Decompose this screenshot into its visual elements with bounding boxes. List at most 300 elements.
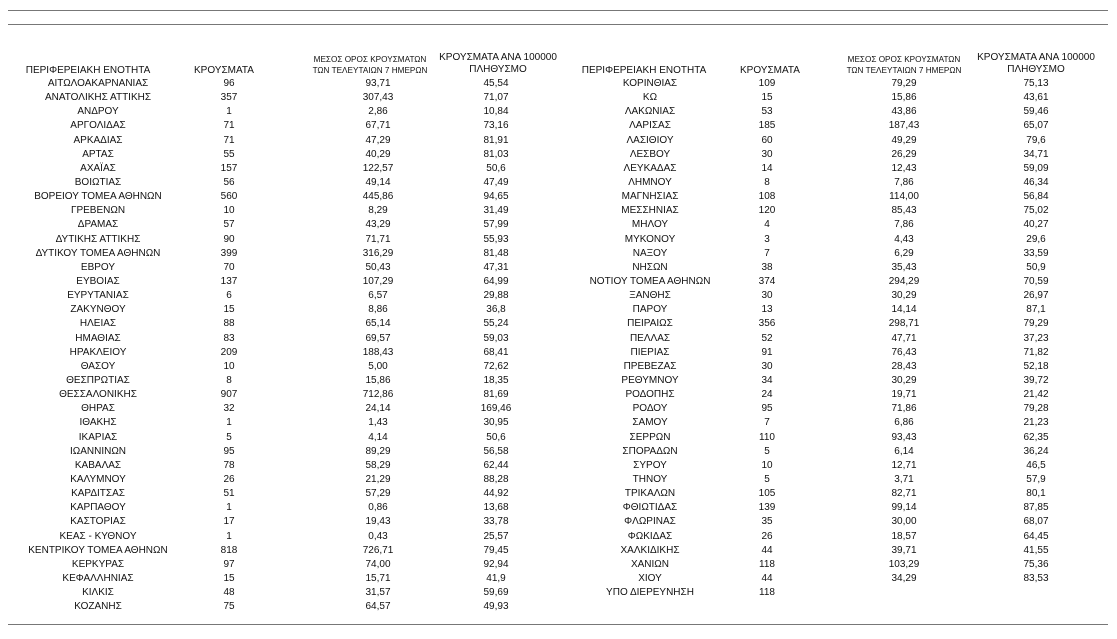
cases-cell: 120 xyxy=(758,205,776,217)
region-cell: ΘΑΣΟΥ xyxy=(80,360,116,372)
region-cell: ΚΑΣΤΟΡΙΑΣ xyxy=(70,516,126,528)
avg7-cell: 93,43 xyxy=(891,431,917,443)
region-cell: ΑΝΑΤΟΛΙΚΗΣ ΑΤΤΙΚΗΣ xyxy=(44,92,152,104)
avg7-cell: 19,43 xyxy=(365,516,391,528)
header-avg7 xyxy=(834,54,974,76)
region-cell: ΚΕΑΣ - ΚΥΘΝΟΥ xyxy=(59,530,137,542)
cases-cell: 17 xyxy=(223,516,235,528)
region-cell: ΣΠΟΡΑΔΩΝ xyxy=(622,445,678,457)
top-rule xyxy=(8,10,1108,11)
cases-cell: 75 xyxy=(223,601,235,613)
region-cell: ΣΕΡΡΩΝ xyxy=(629,431,671,443)
cases-cell: 10 xyxy=(761,459,773,471)
cases-cell: 60 xyxy=(761,134,773,146)
per100k-cell: 72,62 xyxy=(483,360,509,372)
per100k-cell: 68,41 xyxy=(483,346,509,358)
avg7-cell: 57,29 xyxy=(365,488,391,500)
cases-cell: 5 xyxy=(764,473,770,485)
avg7-cell: 8,29 xyxy=(368,205,388,217)
region-cell: ΓΡΕΒΕΝΩΝ xyxy=(70,205,126,217)
avg7-cell: 107,29 xyxy=(362,275,394,287)
per100k-cell: 30,95 xyxy=(483,417,509,429)
cases-cell: 38 xyxy=(761,261,773,273)
region-cell: ΣΥΡΟΥ xyxy=(633,459,667,471)
cases-cell: 30 xyxy=(761,148,773,160)
region-cell: ΑΡΤΑΣ xyxy=(82,148,114,160)
region-cell: ΚΑΒΑΛΑΣ xyxy=(74,459,122,471)
per100k-cell: 55,24 xyxy=(483,318,509,330)
region-cell: ΠΙΕΡΙΑΣ xyxy=(630,346,670,358)
header-cases: ΚΡΟΥΣΜΑΤΑ xyxy=(194,65,254,76)
cases-cell: 108 xyxy=(758,191,776,203)
bottom-rule xyxy=(8,624,1108,625)
region-cell: ΚΕΡΚΥΡΑΣ xyxy=(71,558,125,570)
avg7-cell: 14,14 xyxy=(891,304,917,316)
region-cell: ΝΟΤΙΟΥ ΤΟΜΕΑ ΑΘΗΝΩΝ xyxy=(589,275,711,287)
per100k-cell: 81,91 xyxy=(483,134,509,146)
per100k-cell: 18,35 xyxy=(483,374,509,386)
cases-cell: 7 xyxy=(764,247,770,259)
avg7-cell: 1,43 xyxy=(368,417,388,429)
region-cell: ΛΕΥΚΑΔΑΣ xyxy=(623,162,677,174)
header-per100k-line1: ΚΡΟΥΣΜΑΤΑ ΑΝΑ 100000 xyxy=(977,52,1095,63)
avg7-cell: 7,86 xyxy=(894,176,914,188)
region-cell: ΛΕΣΒΟΥ xyxy=(629,148,671,160)
avg7-cell: 99,14 xyxy=(891,502,917,514)
header-per100k-line2: ΠΛΗΘΥΣΜΟ xyxy=(1007,64,1065,75)
cases-cell: 44 xyxy=(761,572,773,584)
region-cell: ΒΟΡΕΙΟΥ ΤΟΜΕΑ ΑΘΗΝΩΝ xyxy=(34,191,162,203)
avg7-cell: 49,14 xyxy=(365,176,391,188)
per100k-cell: 87,1 xyxy=(1026,304,1046,316)
cases-cell: 26 xyxy=(761,530,773,542)
avg7-cell: 15,86 xyxy=(891,92,917,104)
cases-cell: 399 xyxy=(220,247,238,259)
cases-cell: 95 xyxy=(761,403,773,415)
region-cell: ΠΕΙΡΑΙΩΣ xyxy=(627,318,673,330)
region-cell: ΜΗΛΟΥ xyxy=(631,219,669,231)
avg7-cell: 12,71 xyxy=(891,459,917,471)
avg7-cell: 79,29 xyxy=(891,78,917,89)
avg7-cell: 74,00 xyxy=(365,558,391,570)
cases-cell: 1 xyxy=(226,530,232,542)
cases-cell: 44 xyxy=(761,544,773,556)
per100k-cell: 57,99 xyxy=(483,219,509,231)
cases-cell: 56 xyxy=(223,176,235,188)
region-cell: ΕΥΒΟΙΑΣ xyxy=(76,275,120,287)
per100k-cell: 29,6 xyxy=(1026,233,1046,245)
avg7-cell: 30,00 xyxy=(891,516,917,528)
region-cell: ΞΑΝΘΗΣ xyxy=(629,290,671,302)
cases-cell: 356 xyxy=(758,318,776,330)
per100k-cell: 79,28 xyxy=(1023,403,1049,415)
per100k-cell: 34,71 xyxy=(1023,148,1049,160)
region-cell: ΗΡΑΚΛΕΙΟΥ xyxy=(69,346,127,358)
avg7-cell: 67,71 xyxy=(365,120,391,132)
region-cell: ΠΡΕΒΕΖΑΣ xyxy=(623,360,677,372)
per100k-cell: 79,29 xyxy=(1023,318,1049,330)
region-cell: ΧΙΟΥ xyxy=(638,572,662,584)
region-cell: ΙΚΑΡΙΑΣ xyxy=(78,431,118,443)
region-cell: ΠΑΡΟΥ xyxy=(632,304,668,316)
region-cell: ΔΥΤΙΚΗΣ ΑΤΤΙΚΗΣ xyxy=(55,233,141,245)
avg7-cell: 65,14 xyxy=(365,318,391,330)
avg7-cell: 445,86 xyxy=(362,191,394,203)
avg7-cell: 5,00 xyxy=(368,360,388,372)
avg7-cell: 307,43 xyxy=(362,92,394,104)
avg7-cell: 58,29 xyxy=(365,459,391,471)
region-cell: ΕΒΡΟΥ xyxy=(80,261,116,273)
per100k-cell: 43,61 xyxy=(1023,92,1049,104)
avg7-cell: 6,57 xyxy=(368,290,388,302)
per100k-cell: 13,68 xyxy=(483,502,509,514)
avg7-cell: 712,86 xyxy=(362,389,394,401)
cases-cell: 5 xyxy=(764,445,770,457)
cases-cell: 35 xyxy=(761,516,773,528)
region-cell: ΚΩ xyxy=(642,92,658,104)
region-cell: ΕΥΡΥΤΑΝΙΑΣ xyxy=(67,290,129,302)
avg7-cell: 316,29 xyxy=(362,247,394,259)
cases-cell: 5 xyxy=(226,431,232,443)
per100k-cell: 41,55 xyxy=(1023,544,1049,556)
per100k-cell: 57,9 xyxy=(1026,473,1046,485)
per100k-cell: 88,28 xyxy=(483,473,509,485)
per100k-cell: 81,69 xyxy=(483,389,509,401)
cases-cell: 97 xyxy=(223,558,235,570)
region-cell: ΑΡΓΟΛΙΔΑΣ xyxy=(70,120,126,132)
cases-cell: 52 xyxy=(761,332,773,344)
cases-cell: 90 xyxy=(223,233,235,245)
per100k-cell: 80,1 xyxy=(1026,488,1046,500)
cases-cell: 10 xyxy=(223,360,235,372)
header-avg7-line2: ΤΩΝ ΤΕΛΕΥΤΑΙΩΝ 7 ΗΜΕΡΩΝ xyxy=(846,66,962,75)
per100k-cell: 47,49 xyxy=(483,176,509,188)
region-cell: ΦΛΩΡΙΝΑΣ xyxy=(624,516,676,528)
cases-cell: 13 xyxy=(761,304,773,316)
cases-cell: 78 xyxy=(223,459,235,471)
region-cell: ΛΑΡΙΣΑΣ xyxy=(629,120,671,132)
cases-cell: 91 xyxy=(761,346,773,358)
avg7-cell: 89,29 xyxy=(365,445,391,457)
cases-cell: 110 xyxy=(759,431,775,443)
avg7-cell: 0,43 xyxy=(368,530,388,542)
per100k-cell: 37,23 xyxy=(1023,332,1049,344)
header-cases: ΚΡΟΥΣΜΑΤΑ xyxy=(740,65,800,76)
region-cell: ΔΥΤΙΚΟΥ ΤΟΜΕΑ ΑΘΗΝΩΝ xyxy=(35,247,161,259)
header-avg7-line1: ΜΕΣΟΣ ΟΡΟΣ ΚΡΟΥΣΜΑΤΩΝ xyxy=(847,55,961,64)
avg7-cell: 0,86 xyxy=(368,502,388,514)
per100k-cell: 83,53 xyxy=(1023,572,1049,584)
avg7-cell: 21,29 xyxy=(365,473,391,485)
region-cell: ΠΕΛΛΑΣ xyxy=(629,332,671,344)
avg7-cell: 726,71 xyxy=(362,544,394,556)
region-cell: ΝΑΞΟΥ xyxy=(632,247,668,259)
per100k-cell: 21,23 xyxy=(1023,417,1049,429)
region-cell: ΗΜΑΘΙΑΣ xyxy=(75,332,121,344)
per100k-cell: 65,07 xyxy=(1023,120,1049,132)
cases-cell: 139 xyxy=(758,502,776,514)
header-per100k-line1: ΚΡΟΥΣΜΑΤΑ ΑΝΑ 100000 xyxy=(439,52,557,63)
cases-cell: 109 xyxy=(758,78,776,89)
cases-cell: 83 xyxy=(223,332,235,344)
region-cell: ΝΗΣΩΝ xyxy=(632,261,668,273)
per100k-cell: 50,6 xyxy=(486,431,506,443)
region-cell: ΛΗΜΝΟΥ xyxy=(628,176,672,188)
per100k-cell: 36,24 xyxy=(1023,445,1049,457)
avg7-cell: 30,29 xyxy=(891,290,917,302)
per100k-cell: 79,45 xyxy=(483,544,509,556)
region-cell: ΑΙΤΩΛΟΑΚΑΡΝΑΝΙΑΣ xyxy=(47,78,149,89)
cases-cell: 57 xyxy=(223,219,235,231)
per100k-cell: 169,46 xyxy=(480,403,512,415)
avg7-cell: 39,71 xyxy=(891,544,917,556)
per100k-cell: 50,6 xyxy=(486,162,506,174)
per100k-cell: 64,45 xyxy=(1023,530,1049,542)
avg7-cell: 49,29 xyxy=(891,134,917,146)
cases-cell: 185 xyxy=(758,120,776,132)
avg7-cell: 2,86 xyxy=(368,106,388,118)
region-cell: ΤΗΝΟΥ xyxy=(632,473,668,485)
cases-cell: 118 xyxy=(759,558,775,570)
avg7-cell: 31,57 xyxy=(365,587,391,599)
cases-cell: 1 xyxy=(226,106,232,118)
header-rule xyxy=(8,24,1108,25)
region-cell: ΑΝΔΡΟΥ xyxy=(77,106,119,118)
per100k-cell: 50,9 xyxy=(1026,261,1046,273)
per100k-cell: 47,31 xyxy=(483,261,509,273)
per100k-cell: 75,02 xyxy=(1023,205,1049,217)
avg7-cell: 15,86 xyxy=(365,374,391,386)
cases-cell: 71 xyxy=(223,134,235,146)
region-cell: ΚΑΡΠΑΘΟΥ xyxy=(70,502,126,514)
header-per100k xyxy=(434,52,562,76)
per100k-cell: 41,9 xyxy=(486,572,506,584)
per100k-cell: 81,48 xyxy=(483,247,509,259)
region-cell: ΚΑΛΥΜΝΟΥ xyxy=(70,473,126,485)
cases-cell: 34 xyxy=(761,374,773,386)
avg7-cell: 103,29 xyxy=(888,558,920,570)
avg7-cell: 40,29 xyxy=(365,148,391,160)
cases-cell: 15 xyxy=(223,572,235,584)
region-cell: ΧΑΝΙΩΝ xyxy=(630,558,670,570)
region-cell: ΦΘΙΩΤΙΔΑΣ xyxy=(622,502,678,514)
cases-cell: 3 xyxy=(764,233,770,245)
avg7-cell: 4,43 xyxy=(894,233,914,245)
avg7-cell: 114,00 xyxy=(889,191,919,203)
region-cell: ΔΡΑΜΑΣ xyxy=(77,219,119,231)
avg7-cell: 294,29 xyxy=(888,275,920,287)
per100k-cell: 59,46 xyxy=(1023,106,1049,118)
per100k-cell: 31,49 xyxy=(483,205,509,217)
per100k-cell: 62,44 xyxy=(483,459,509,471)
per100k-cell: 75,13 xyxy=(1023,78,1049,89)
cases-cell: 907 xyxy=(220,389,238,401)
avg7-cell: 85,43 xyxy=(891,205,917,217)
region-cell: ΗΛΕΙΑΣ xyxy=(79,318,117,330)
cases-cell: 4 xyxy=(764,219,770,231)
region-cell: ΚΙΛΚΙΣ xyxy=(82,587,114,599)
region-cell: ΚΟΡΙΝΘΙΑΣ xyxy=(622,78,678,89)
cases-cell: 10 xyxy=(223,205,235,217)
per100k-cell: 49,93 xyxy=(483,601,509,613)
region-cell: ΣΑΜΟΥ xyxy=(632,417,668,429)
per100k-cell: 71,07 xyxy=(483,92,509,104)
per100k-cell: 92,94 xyxy=(483,558,509,570)
per100k-cell: 25,57 xyxy=(483,530,509,542)
cases-cell: 88 xyxy=(223,318,235,330)
header-avg7-line2: ΤΩΝ ΤΕΛΕΥΤΑΙΩΝ 7 ΗΜΕΡΩΝ xyxy=(312,66,428,75)
region-cell: ΜΑΓΝΗΣΙΑΣ xyxy=(621,191,679,203)
per100k-cell: 56,58 xyxy=(483,445,509,457)
per100k-cell: 94,65 xyxy=(483,191,509,203)
avg7-cell: 187,43 xyxy=(888,120,920,132)
per100k-cell: 10,84 xyxy=(483,106,509,118)
per100k-cell: 71,82 xyxy=(1023,346,1049,358)
cases-cell: 26 xyxy=(223,473,235,485)
per100k-cell: 45,54 xyxy=(483,78,509,89)
cases-cell: 95 xyxy=(223,445,235,457)
avg7-cell: 35,43 xyxy=(891,261,917,273)
region-cell: ΡΟΔΟΠΗΣ xyxy=(625,389,675,401)
avg7-cell: 93,71 xyxy=(365,78,391,89)
header-avg7-line1: ΜΕΣΟΣ ΟΡΟΣ ΚΡΟΥΣΜΑΤΩΝ xyxy=(313,55,427,64)
cases-cell: 32 xyxy=(223,403,235,415)
cases-cell: 209 xyxy=(220,346,238,358)
per100k-cell: 33,59 xyxy=(1023,247,1049,259)
per100k-cell: 26,97 xyxy=(1023,290,1049,302)
per100k-cell: 81,03 xyxy=(483,148,509,160)
per100k-cell: 55,93 xyxy=(483,233,509,245)
header-per100k-line2: ΠΛΗΘΥΣΜΟ xyxy=(469,64,527,75)
per100k-cell: 73,16 xyxy=(483,120,509,132)
avg7-cell: 34,29 xyxy=(891,572,917,584)
region-cell: ΙΘΑΚΗΣ xyxy=(79,417,117,429)
avg7-cell: 298,71 xyxy=(888,318,920,330)
avg7-cell: 18,57 xyxy=(891,530,917,542)
cases-cell: 6 xyxy=(226,290,232,302)
region-cell: ΡΟΔΟΥ xyxy=(632,403,668,415)
region-cell: ΡΕΘΥΜΝΟΥ xyxy=(621,374,679,386)
avg7-cell: 3,71 xyxy=(894,473,914,485)
region-cell: ΚΑΡΔΙΤΣΑΣ xyxy=(71,488,125,500)
region-cell: ΧΑΛΚΙΔΙΚΗΣ xyxy=(620,544,680,556)
region-cell: ΚΕΝΤΡΙΚΟΥ ΤΟΜΕΑ ΑΘΗΝΩΝ xyxy=(28,544,168,556)
avg7-cell: 26,29 xyxy=(891,148,917,160)
avg7-cell: 24,14 xyxy=(365,403,391,415)
cases-cell: 118 xyxy=(759,587,775,599)
avg7-cell: 6,29 xyxy=(894,247,914,259)
avg7-cell: 7,86 xyxy=(894,219,914,231)
avg7-cell: 69,57 xyxy=(365,332,391,344)
avg7-cell: 50,43 xyxy=(365,261,391,273)
per100k-cell: 59,09 xyxy=(1023,162,1049,174)
per100k-cell: 46,5 xyxy=(1026,459,1046,471)
cases-cell: 14 xyxy=(761,162,773,174)
cases-cell: 30 xyxy=(761,290,773,302)
avg7-cell: 4,14 xyxy=(368,431,388,443)
cases-cell: 8 xyxy=(764,176,770,188)
cases-cell: 51 xyxy=(223,488,235,500)
per100k-cell: 62,35 xyxy=(1023,431,1049,443)
per100k-cell: 87,85 xyxy=(1023,502,1049,514)
cases-cell: 15 xyxy=(223,304,235,316)
cases-cell: 560 xyxy=(220,191,238,203)
per100k-cell: 36,8 xyxy=(486,304,506,316)
per100k-cell: 64,99 xyxy=(483,275,509,287)
cases-cell: 1 xyxy=(226,417,232,429)
per100k-cell: 29,88 xyxy=(483,290,509,302)
region-cell: ΒΟΙΩΤΙΑΣ xyxy=(74,176,122,188)
per100k-cell: 75,36 xyxy=(1023,558,1049,570)
cases-cell: 96 xyxy=(223,78,235,89)
cases-cell: 15 xyxy=(761,92,773,104)
region-cell: ΙΩΑΝΝΙΝΩΝ xyxy=(69,445,127,457)
cases-cell: 818 xyxy=(220,544,238,556)
per100k-cell: 46,34 xyxy=(1023,176,1049,188)
cases-cell: 105 xyxy=(758,488,776,500)
avg7-cell: 47,29 xyxy=(365,134,391,146)
cases-cell: 7 xyxy=(764,417,770,429)
per100k-cell: 70,59 xyxy=(1023,275,1049,287)
per100k-cell: 59,03 xyxy=(483,332,509,344)
cases-cell: 71 xyxy=(223,120,235,132)
per100k-cell: 44,92 xyxy=(483,488,509,500)
cases-cell: 8 xyxy=(226,374,232,386)
region-cell: ΚΕΦΑΛΛΗΝΙΑΣ xyxy=(62,572,134,584)
avg7-cell: 8,86 xyxy=(368,304,388,316)
header-avg7 xyxy=(300,54,440,76)
avg7-cell: 47,71 xyxy=(891,332,917,344)
per100k-cell: 39,72 xyxy=(1023,374,1049,386)
avg7-cell: 19,71 xyxy=(891,389,917,401)
region-cell: ΑΧΑΪΑΣ xyxy=(80,162,116,174)
avg7-cell: 6,14 xyxy=(894,445,914,457)
per100k-cell: 56,84 xyxy=(1023,191,1049,203)
region-cell: ΥΠΟ ΔΙΕΡΕΥΝΗΣΗ xyxy=(606,587,694,599)
cases-cell: 357 xyxy=(220,92,238,104)
avg7-cell: 82,71 xyxy=(891,488,917,500)
region-cell: ΛΑΚΩΝΙΑΣ xyxy=(624,106,676,118)
cases-cell: 48 xyxy=(223,587,235,599)
per100k-cell: 40,27 xyxy=(1023,219,1049,231)
avg7-cell: 122,57 xyxy=(362,162,394,174)
avg7-cell: 71,86 xyxy=(891,403,917,415)
region-cell: ΛΑΣΙΘΙΟΥ xyxy=(626,134,674,146)
cases-cell: 24 xyxy=(761,389,773,401)
region-cell: ΘΗΡΑΣ xyxy=(81,403,115,415)
cases-cell: 374 xyxy=(758,275,776,287)
cases-cell: 137 xyxy=(220,275,238,287)
avg7-cell: 43,86 xyxy=(891,106,917,118)
region-cell: ΘΕΣΠΡΩΤΙΑΣ xyxy=(66,374,130,386)
avg7-cell: 43,29 xyxy=(365,219,391,231)
avg7-cell: 76,43 xyxy=(891,346,917,358)
region-cell: ΖΑΚΥΝΘΟΥ xyxy=(70,304,126,316)
region-cell: ΜΥΚΟΝΟΥ xyxy=(624,233,676,245)
region-cell: ΘΕΣΣΑΛΟΝΙΚΗΣ xyxy=(59,389,137,401)
avg7-cell: 12,43 xyxy=(891,162,917,174)
header-region: ΠΕΡΙΦΕΡΕΙΑΚΗ ΕΝΟΤΗΤΑ xyxy=(25,65,151,76)
cases-cell: 70 xyxy=(223,261,235,273)
avg7-cell: 15,71 xyxy=(365,572,391,584)
per100k-cell: 21,42 xyxy=(1023,389,1049,401)
per100k-cell: 68,07 xyxy=(1023,516,1049,528)
per100k-cell: 52,18 xyxy=(1023,360,1049,372)
avg7-cell: 30,29 xyxy=(891,374,917,386)
per100k-cell: 33,78 xyxy=(483,516,509,528)
cases-cell: 1 xyxy=(226,502,232,514)
avg7-cell: 71,71 xyxy=(365,233,391,245)
